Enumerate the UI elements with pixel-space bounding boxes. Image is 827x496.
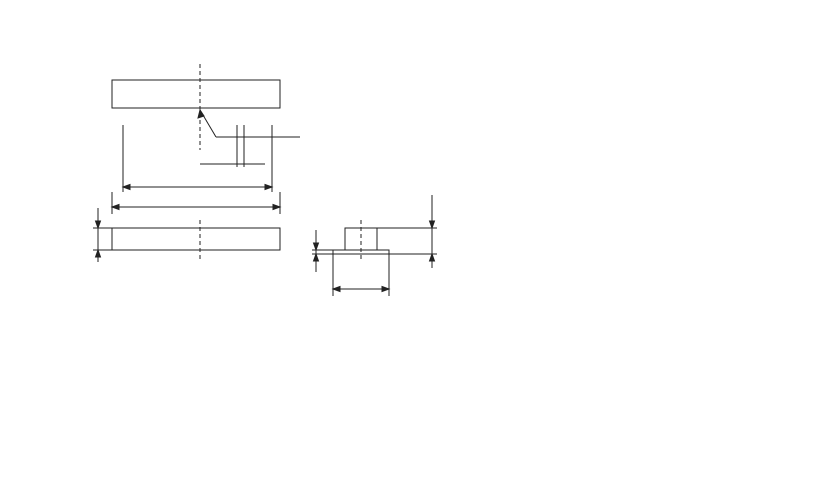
side-view-pin xyxy=(345,228,377,250)
total-height-arrow-top xyxy=(430,221,435,228)
total-height-arrow-bottom xyxy=(430,254,435,261)
standoff-arrow-bottom xyxy=(314,254,319,261)
row-span-arrow-left xyxy=(123,185,130,190)
standoff-arrow-top xyxy=(314,243,319,250)
marker-a-arrow xyxy=(198,110,204,118)
note-spacer xyxy=(445,62,785,81)
row-span-arrow-right xyxy=(265,185,272,190)
top-view-body xyxy=(112,80,280,108)
body-height-arrow-bottom xyxy=(96,250,101,257)
note-panel xyxy=(445,62,785,81)
body-length-arrow-left xyxy=(112,205,119,210)
front-view-body xyxy=(112,228,280,250)
body-length-arrow-right xyxy=(273,205,280,210)
side-width-arrow-left xyxy=(333,287,340,292)
body-height-arrow-top xyxy=(96,221,101,228)
side-width-arrow-right xyxy=(382,287,389,292)
